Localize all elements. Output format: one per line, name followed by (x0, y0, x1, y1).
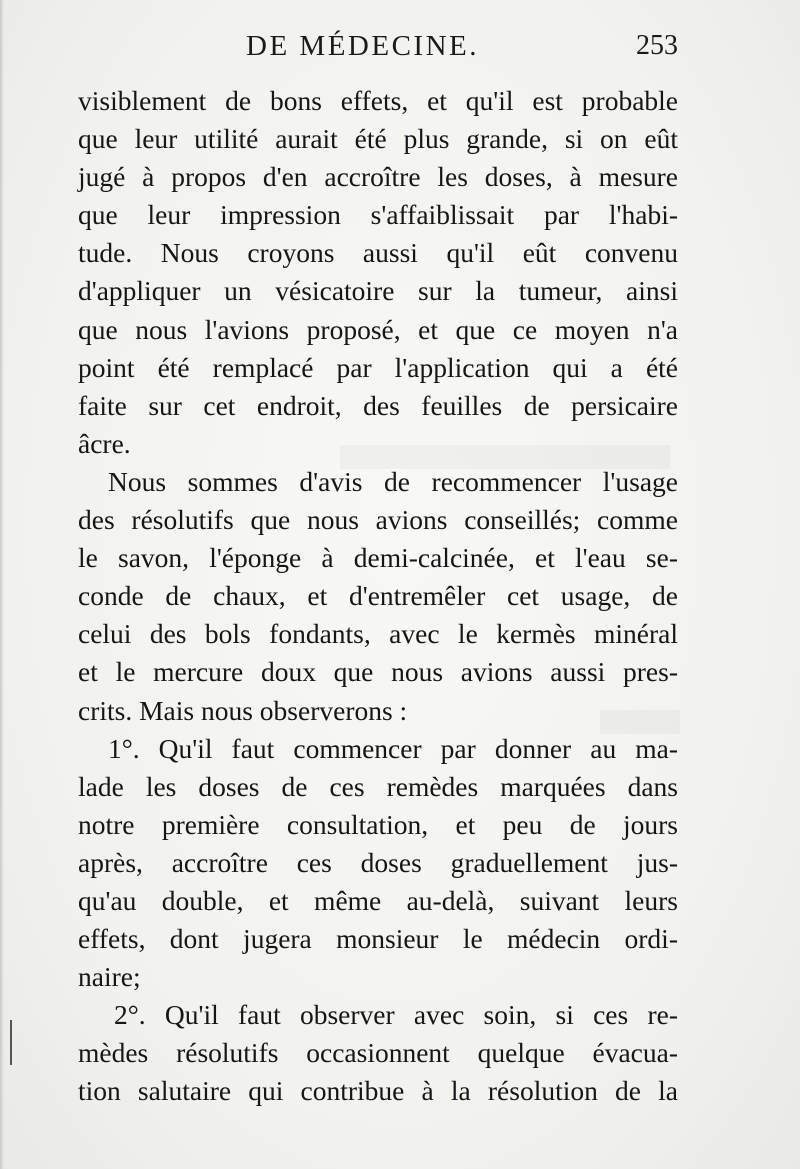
text-line: effets, dont jugera monsieur le médecin ordi- (78, 923, 678, 955)
text-line: que nous l'avions proposé, et que ce moyen n'a (78, 313, 678, 345)
text-line: notre première consultation, et peu de jours (78, 808, 678, 840)
paragraph-start-line: 1°. Qu'il faut commencer par donner au ma- (108, 732, 678, 764)
paragraph-start-line: Nous sommes d'avis de recommencer l'usage (108, 465, 678, 497)
paragraph-start-line: 2°. Qu'il faut observer avec soin, si ces re- (114, 999, 678, 1031)
text-line: des résolutifs que nous avions conseillés; comme (78, 504, 678, 536)
text-line: tion salutaire qui contribue à la résolution de la (78, 1075, 678, 1107)
page-edge-shadow (0, 0, 4, 1169)
text-line: jugé à propos d'en accroître les doses, à mesure (78, 161, 678, 193)
text-line: et le mercure doux que nous avions aussi pres- (78, 656, 678, 688)
text-line: lade les doses de ces remèdes marquées dans (78, 770, 678, 802)
text-line: âcre. (78, 427, 131, 459)
text-line: visiblement de bons effets, et qu'il est probable (78, 85, 678, 116)
text-line: d'appliquer un vésicatoire sur la tumeur, ainsi (78, 275, 678, 307)
text-line: qu'au double, et même au-delà, suivant leurs (78, 884, 678, 916)
page-header (78, 30, 678, 70)
text-line: après, accroître ces doses graduellement jus- (78, 846, 678, 878)
body-text (78, 82, 678, 1111)
text-line: faite sur cet endroit, des feuilles de persicaire (78, 389, 678, 421)
text-line: tude. Nous croyons aussi qu'il eût convenu (78, 237, 678, 269)
text-line: conde de chaux, et d'entremêler cet usage, de (78, 580, 678, 612)
text-line: que leur impression s'affaiblissait par l'habi- (78, 199, 678, 231)
page-number: 253 (636, 30, 678, 61)
running-title: DE MÉDECINE. (246, 30, 479, 62)
text-line: que leur utilité aurait été plus grande, si on eût (78, 123, 678, 155)
text-line: crits. Mais nous observerons : (78, 694, 408, 726)
text-line: point été remplacé par l'application qui a été (78, 351, 678, 383)
text-line: mèdes résolutifs occasionnent quelque évacua- (78, 1037, 678, 1069)
margin-mark (10, 1020, 12, 1065)
text-line: naire; (78, 961, 141, 993)
text-line: celui des bols fondants, avec le kermès minéral (78, 618, 678, 650)
text-line: le savon, l'éponge à demi-calcinée, et l'eau se- (78, 542, 678, 574)
